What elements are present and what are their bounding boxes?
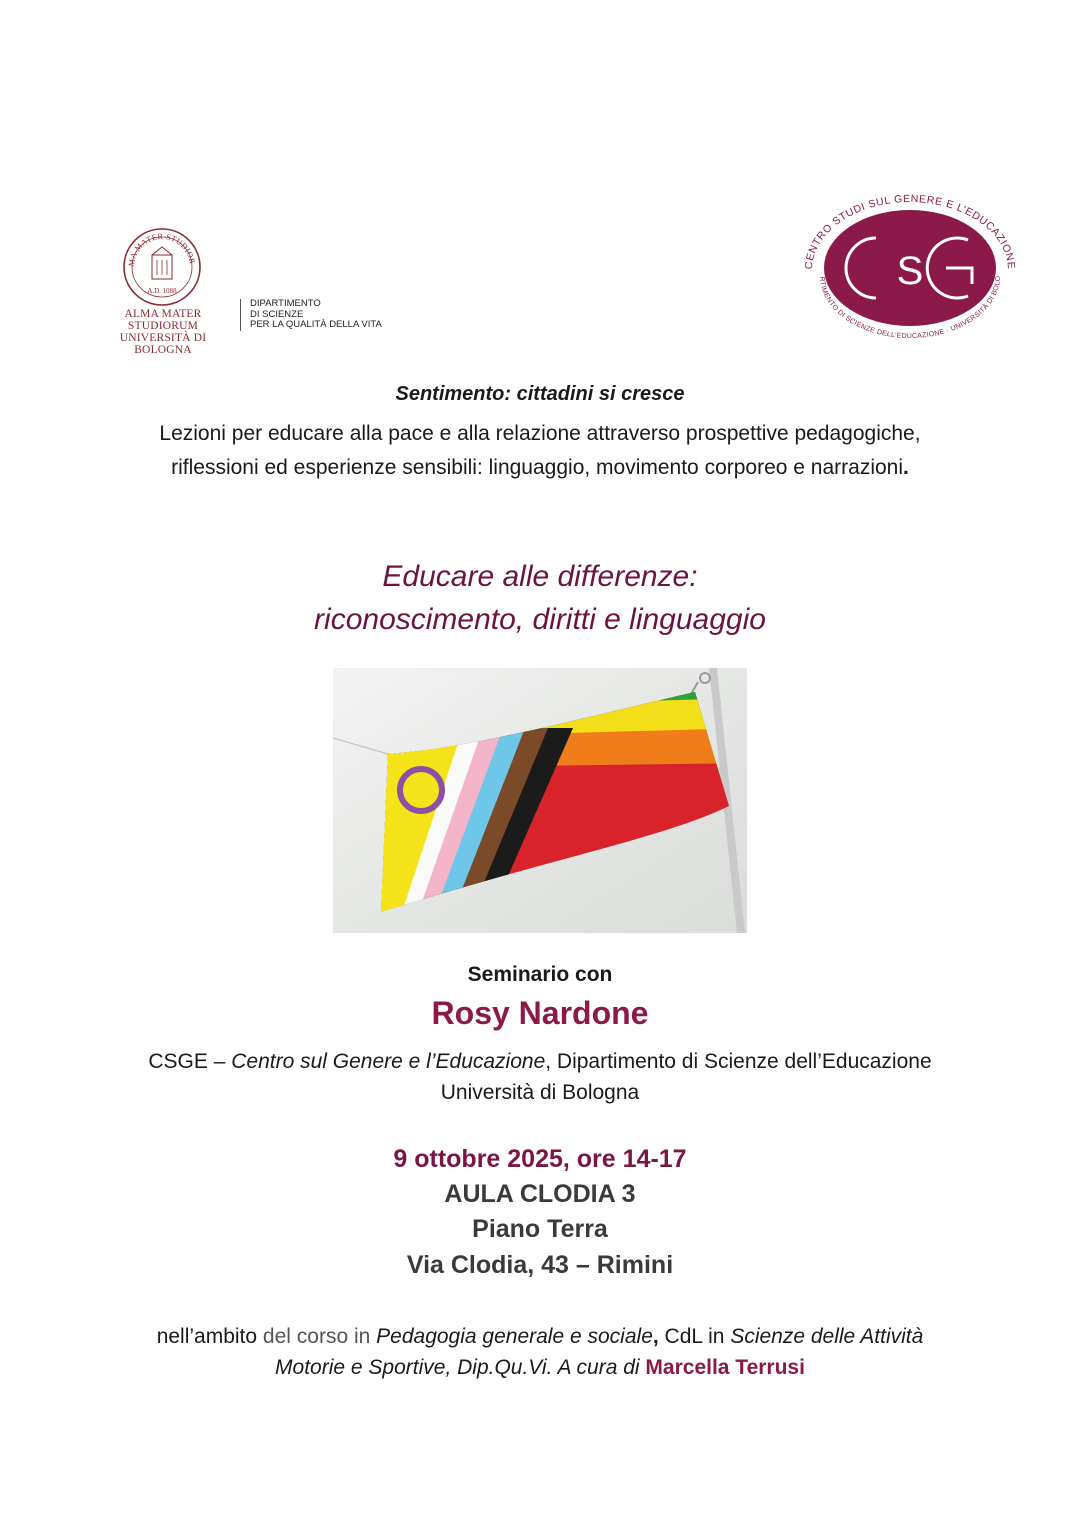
course-info-cdl-label: CdL in	[658, 1325, 731, 1348]
course-info-comma: ,	[652, 1325, 659, 1348]
seal-text: MA MATER STUDIOR	[126, 231, 197, 267]
venue-room: AULA CLODIA 3	[444, 1180, 636, 1208]
event-title-line1: Educare alle differenze:	[382, 560, 698, 593]
csge-logo	[798, 188, 1022, 344]
progress-pride-flag-photo	[333, 668, 747, 933]
series-subtitle-text: riflessioni ed esperienze sensibili: linguaggio, movimento corporeo e narrazioni	[171, 456, 904, 479]
csge-ring-bottom: RTIMENTO DI SCIENZE DELL’EDUCAZIONE · UNIVERSITÀ DI BOLO	[817, 275, 1003, 341]
course-info-intro: nell’ambito	[156, 1325, 263, 1348]
dept-line2: DI SCIENZE	[250, 308, 304, 320]
curator-name: Marcella Terrusi	[645, 1356, 805, 1379]
progress-pride-flag-icon	[333, 668, 747, 933]
course-info-line1	[0, 1325, 1080, 1349]
csge-ring-top: CENTRO STUDI SUL GENERE E L’EDUCAZIONE	[802, 192, 1018, 270]
unibo-name-line2: UNIVERSITÀ DI BOLOGNA	[119, 332, 207, 356]
course-info-line2	[0, 1356, 1080, 1380]
unibo-name-line1: ALMA MATER STUDIORUM	[124, 308, 202, 332]
series-subtitle-line2	[0, 451, 1080, 485]
course-name: Pedagogia generale e sociale	[376, 1325, 653, 1348]
speaker-name: Rosy Nardone	[431, 995, 649, 1031]
venue-floor: Piano Terra	[472, 1215, 608, 1243]
dept-line3: PER LA QUALITÀ DELLA VITA	[250, 319, 382, 330]
unibo-name	[90, 308, 236, 356]
speaker-affiliation-line1	[0, 1050, 1080, 1074]
series-title: Sentimento: cittadini si cresce	[395, 383, 685, 405]
affiliation-center: Centro sul Genere e l’Educazione	[231, 1050, 546, 1073]
dept-line1: DIPARTIMENTO	[250, 298, 321, 309]
svg-text:ALMA MATER STUDIORUM	[122, 227, 197, 267]
event-date: 9 ottobre 2025, ore 14-17	[393, 1145, 687, 1173]
unibo-seal-logo	[122, 227, 202, 307]
series-subtitle-line1: Lezioni per educare alla pace e alla relazione attraverso prospettive pedagogiche,	[159, 422, 921, 445]
seal-year: A.D. 1088	[147, 287, 177, 295]
course-info-course-label: del corso in	[262, 1325, 377, 1348]
series-subtitle-period: .	[903, 456, 909, 479]
speaker-affiliation-line2: Università di Bologna	[440, 1081, 640, 1104]
degree-name-part1: Scienze delle Attività	[730, 1325, 924, 1348]
event-title-line2: riconoscimento, diritti e linguaggio	[314, 603, 766, 636]
affiliation-department: , Dipartimento di Scienze dell’Educazione	[545, 1050, 932, 1073]
logo-divider	[240, 299, 241, 331]
affiliation-acronym: CSGE –	[148, 1050, 232, 1073]
degree-name-part2: Motorie e Sportive, Dip.Qu.Vi. A cura di	[275, 1356, 646, 1379]
seminar-label: Seminario con	[467, 963, 613, 986]
svg-text:S: S	[896, 249, 924, 293]
department-name	[250, 299, 382, 331]
venue-address: Via Clodia, 43 – Rimini	[406, 1251, 674, 1279]
